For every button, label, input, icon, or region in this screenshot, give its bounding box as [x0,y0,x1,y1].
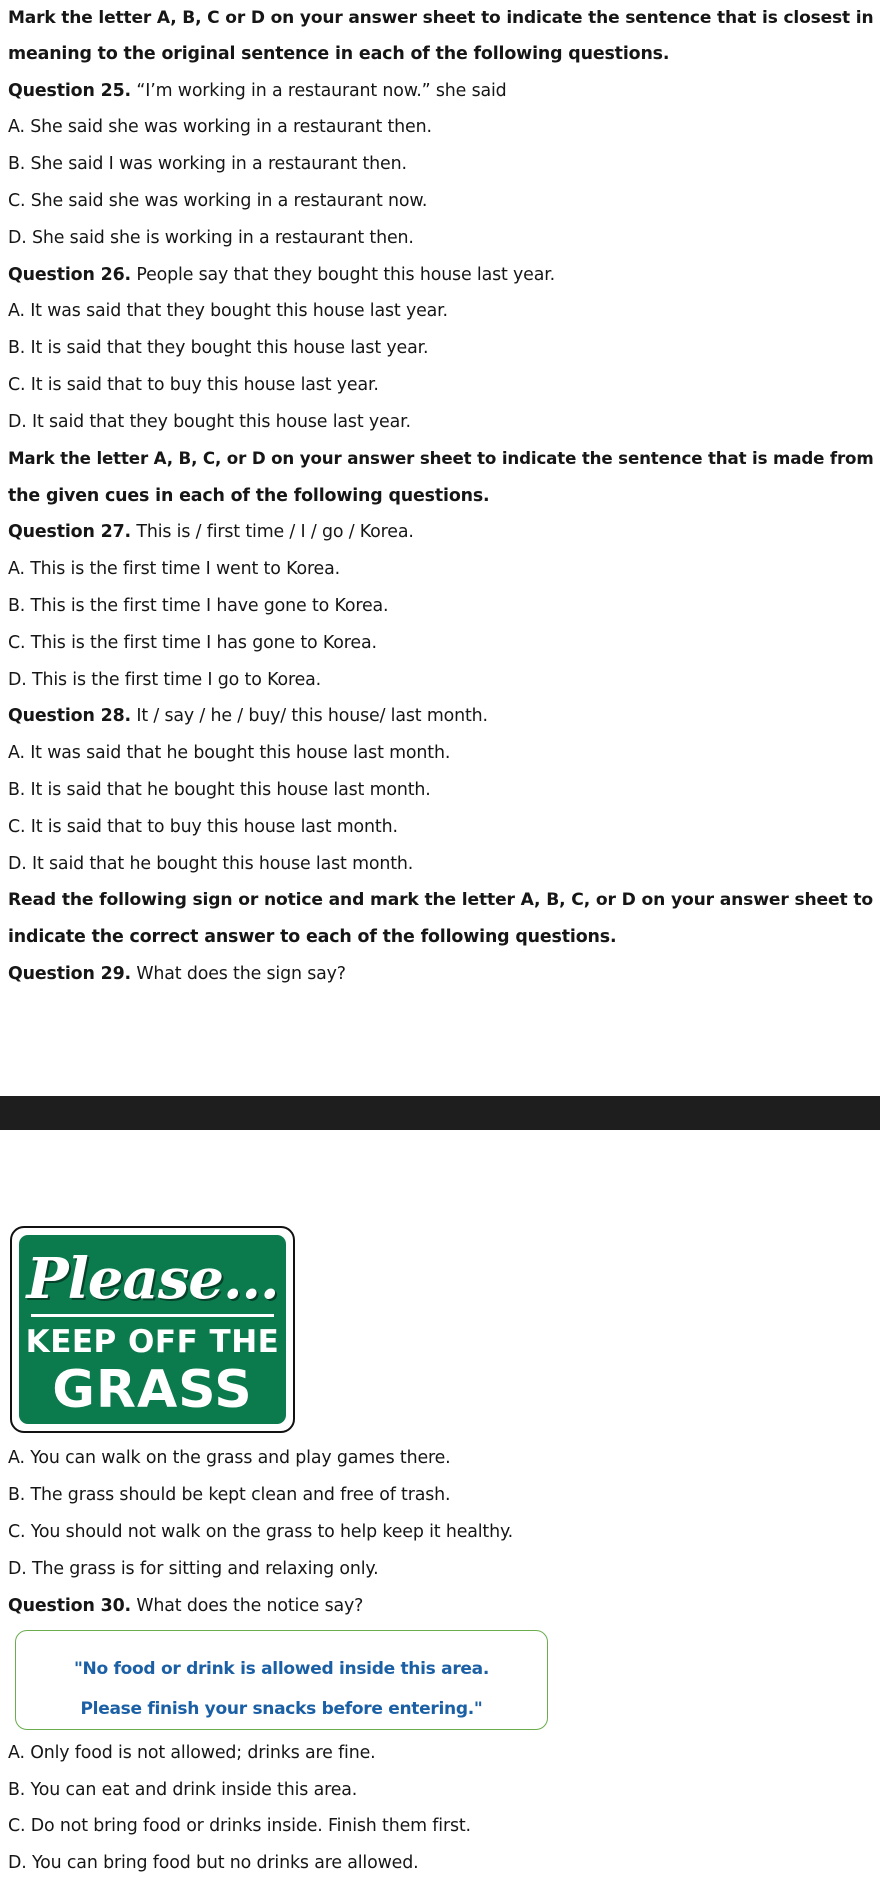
question-27-option-a: A. This is the first time I went to Korea. [8,559,340,579]
question-29-label: Question 29. [8,964,131,984]
question-26-option-b: B. It is said that they bought this house last year. [8,338,429,358]
question-25-option-b: B. She said I was working in a restaurant then. [8,154,407,174]
question-26-option-a: A. It was said that they bought this house last year. [8,301,448,321]
question-25-option-d: D. She said she is working in a restaurant then. [8,228,414,248]
question-27-text: This is / first time / I / go / Korea. [130,522,414,542]
question-30-option-b: B. You can eat and drink inside this area. [8,1780,358,1800]
question-30-option-c: C. Do not bring food or drinks inside. Finish them first. [8,1816,471,1836]
question-25-option-c: C. She said she was working in a restaurant now. [8,191,428,211]
question-29-text: What does the sign say? [130,964,346,984]
notice-line-2: Please finish your snacks before entering." [80,1699,483,1719]
question-28-option-c: C. It is said that to buy this house last month. [8,817,398,837]
sign-green-panel [19,1235,286,1424]
sign-grass-text: GRASS [52,1360,253,1420]
question-26-text: People say that they bought this house last year. [130,265,556,285]
question-30-label: Question 30. [8,1596,131,1616]
question-25-text: “I’m working in a restaurant now.” she said [130,81,507,101]
question-26-option-c: C. It is said that to buy this house last year. [8,375,379,395]
question-27-option-b: B. This is the first time I have gone to Korea. [8,596,389,616]
section-2-instruction-line-1: Mark the letter A, B, C, or D on your answer sheet to indicate the sentence that is made from [8,449,874,468]
question-28-option-d: D. It said that he bought this house last month. [8,854,414,874]
question-27-option-c: C. This is the first time I has gone to Korea. [8,633,377,653]
question-28 [8,704,488,728]
no-food-notice-box [15,1630,548,1730]
question-30-option-d: D. You can bring food but no drinks are allowed. [8,1853,419,1873]
question-30 [8,1594,363,1618]
keep-off-grass-sign [10,1226,295,1433]
question-25-label: Question 25. [8,81,131,101]
section-1-instruction-line-2: meaning to the original sentence in each of the following questions. [8,44,670,64]
question-30-option-a: A. Only food is not allowed; drinks are fine. [8,1743,376,1763]
sign-divider [31,1314,274,1317]
question-30-text: What does the notice say? [130,1596,364,1616]
question-26 [8,263,555,287]
question-27-label: Question 27. [8,522,131,542]
question-28-option-b: B. It is said that he bought this house last month. [8,780,431,800]
section-1-instruction-line-1: Mark the letter A, B, C or D on your answer sheet to indicate the sentence that is closest in [8,8,874,28]
question-26-label: Question 26. [8,265,131,285]
sign-please-text: Please... [26,1246,279,1312]
question-29-option-a: A. You can walk on the grass and play games there. [8,1448,451,1468]
question-25 [8,79,507,103]
dark-divider-bar [0,1096,880,1130]
question-29-option-b: B. The grass should be kept clean and free of trash. [8,1485,451,1505]
question-28-option-a: A. It was said that he bought this house last month. [8,743,451,763]
section-3-instruction-line-1: Read the following sign or notice and mark the letter A, B, C, or D on your answer sheet to [8,890,873,910]
question-28-text: It / say / he / buy/ this house/ last month. [130,706,488,726]
sign-keep-off-text: KEEP OFF THE [25,1324,280,1360]
question-26-option-d: D. It said that they bought this house last year. [8,412,411,432]
question-27 [8,520,414,544]
question-29-option-c: C. You should not walk on the grass to help keep it healthy. [8,1522,514,1542]
question-29 [8,962,346,986]
question-29-option-d: D. The grass is for sitting and relaxing only. [8,1559,379,1579]
section-2-instruction-line-2: the given cues in each of the following questions. [8,486,490,506]
notice-line-1: "No food or drink is allowed inside this area. [73,1659,490,1679]
section-3-instruction-line-2: indicate the correct answer to each of the following questions. [8,927,617,947]
question-27-option-d: D. This is the first time I go to Korea. [8,670,322,690]
question-28-label: Question 28. [8,706,131,726]
question-25-option-a: A. She said she was working in a restaurant then. [8,117,432,137]
